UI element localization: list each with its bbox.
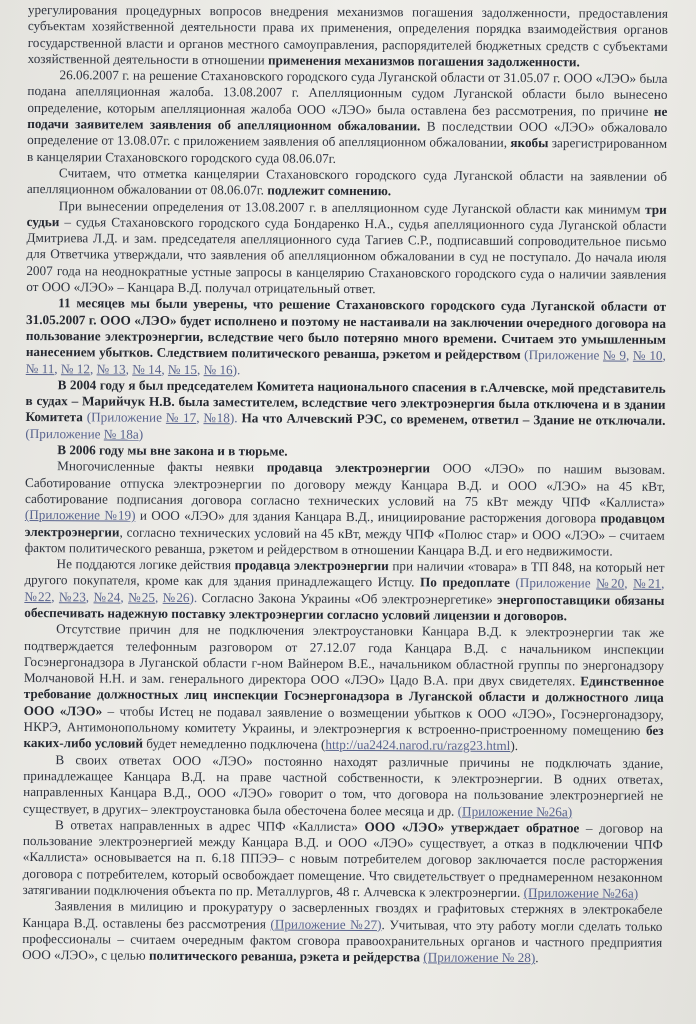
body-text: зарегистрированном в канцелярии Стахановского городского суда 08.06.07г. — [27, 135, 668, 166]
body-text: В ответах направленных в адрес ЧПФ «Каллиста» — [54, 817, 365, 834]
document-text — [22, 2, 668, 967]
body-text: – договор на пользование электроэнергией между Канцара В.Д. и ООО «ЛЭО» существует, а отказ в подключении ЧПФ «Каллиста» основывается на п. 6.18 ППЭЭ– с новым потребителем договор заключается после расторжения договора с потребителем, который освобождает помещение. Что свидетельствует о преднамеренном незаконном затягивании подключения объекта по пр. Металлургов, 48 г. Алчевска к электроэнергии. — [22, 820, 663, 901]
paragraph-p1 — [28, 2, 668, 71]
body-text: . — [535, 950, 539, 966]
appendix-link[interactable]: №18 — [203, 410, 230, 426]
bold-text: На что Алчевский РЭС, со временем, ответил – Здание не отключали. — [241, 410, 666, 429]
bold-text: По предоплате — [419, 574, 510, 591]
appendix-link[interactable]: №26 — [162, 589, 190, 605]
paragraph-p5 — [26, 295, 666, 380]
appendix-ref-text: , — [625, 347, 633, 363]
bold-text: 11 месяцев мы были уверены, что решение Стахановского городского суда Луганской области от 31.05.2007 г. ООО «ЛЭО» будет исполнено и поэтому не настаивали на заключении очередного договора на пользование электроэнергии, вследствие чего было потеряно много времени. Считаем это умышленным нанесением убытков. Следствием политического реванша, рэкетом и рейдерством — [25, 295, 667, 363]
paragraph-p10 — [23, 621, 664, 755]
appendix-link[interactable]: №22 — [24, 588, 52, 604]
paragraph-p9 — [24, 556, 664, 625]
appendix-link[interactable]: № 9 — [602, 347, 627, 363]
appendix-link[interactable]: №24 — [93, 589, 121, 605]
appendix-link[interactable]: №25 — [128, 589, 156, 605]
body-text: В последствии ООО «ЛЭО» обжаловало определение от 13.08.07г. с приложением заявления об апелляционном обжаловании, — [27, 118, 668, 151]
paragraph-p13 — [22, 898, 662, 967]
body-text: Не поддаются логике действия — [56, 556, 235, 573]
appendix-ref-text: , — [54, 360, 61, 376]
appendix-link[interactable]: (Приложение № 28) — [423, 949, 536, 966]
bold-text: ООО «ЛЭО» утверждает обратное — [364, 818, 580, 836]
body-text: урегулирования процедурных вопросов внедрения механизмов погашения задолженности, предоставления субъектам хозяйственной деятельности права их применения, определения порядка взаимодействия органов государственной власти и органов местного самоуправления, распорядителей бюджетных средств с субъектами хозяйственной деятельности в отношении — [27, 2, 668, 68]
body-text: , согласно технических условий на 45 кВт, между ЧПФ «Полюс стар» и ООО «ЛЭО» – считаем фактом политического реванша, рэкетом и рейдерством в отношении Канцара В.Д. и его недвижимости. — [24, 524, 665, 559]
bold-text: не подачи заявителем заявления об апелляционном обжаловании. — [27, 103, 668, 134]
appendix-link[interactable]: № 10 — [632, 347, 663, 364]
body-text: В своих ответах ООО «ЛЭО» постоянно находят различные причины не подключать здание, принадлежащее Канцара В.Д. на праве частной собственности, к электроэнергии. В одних ответах, направленных Канцара В.Д., ООО «ЛЭО» говорит о том, что договора на пользование электроэнергией не существует, в других– электроустановка была обесточена более месяца и др. — [23, 751, 664, 819]
body-text: Многочисленные факты неявки — [57, 458, 267, 475]
appendix-ref-text: , — [662, 348, 666, 364]
appendix-ref-text: , — [196, 410, 204, 426]
appendix-link[interactable]: № 13 — [96, 360, 126, 377]
bold-text: подлежит сомнению. — [267, 182, 392, 199]
appendix-ref-text: , — [120, 589, 129, 605]
body-text: – судья Стахановского городского суда Бондаренко Н.А., судья апелляционного суда Луганской области Дмитриева Л.Д. и зам. председателя апелляционного суда Тагиев С.Р., подписавший сопроводительное письмо для Ответчика утверждали, что заявления об апелляционном обжаловании в суд не поступало. До начала июля 2007 года на неоднократные устные запросы в канцелярию Стахановского городского суда о наличии заявления от ООО «ЛЭО» – Канцара В.Д. получал отрицательный ответ. — [26, 214, 667, 297]
appendix-link[interactable]: № 17 — [165, 410, 197, 426]
appendix-link[interactable]: (Приложение №26а) — [457, 803, 573, 819]
appendix-link[interactable]: №23 — [58, 588, 86, 605]
appendix-link[interactable]: № 16 — [203, 361, 233, 377]
appendix-ref-text: , — [154, 589, 163, 605]
body-text: При вынесении определения от 13.08.2007 г. в апелляционном суде Луганской области как минимум — [58, 197, 646, 217]
appendix-link[interactable]: № 12 — [60, 360, 91, 376]
appendix-link[interactable]: (Приложение №19) — [24, 507, 136, 523]
appendix-ref-text: , — [89, 360, 97, 376]
bold-text: якобы — [510, 135, 549, 151]
appendix-ref-text: , — [51, 588, 59, 604]
body-text: 26.06.2007 г. на решение Стахановского городского суда Луганской области от 31.05.07 г. ООО «ЛЭО» была подана апелляционная жалоба. 13.08.2007 г. Апелляционным судом Луганской области было вынесено определение, которым апелляционная жалоба ООО «ЛЭО» была оставлена без рассмотрения, по причине — [27, 67, 668, 119]
paragraph-p4 — [26, 198, 667, 300]
bold-text: продавца электроэнергии — [234, 557, 389, 574]
appendix-ref-text: ) — [138, 426, 144, 442]
appendix-link[interactable]: (Приложение №26а) — [523, 885, 639, 901]
bold-text: В 2004 году я был председателем Комитета национального спасения в г.Алчевске, мой представитель в судах – Марийчук Н.В. была заместителем, вследствие чего электроэнергия была отключена и в здании Комитета — [25, 377, 666, 425]
appendix-ref-text: ). — [189, 589, 202, 605]
bold-text: без каких-либо условий — [23, 722, 664, 752]
paragraph-p8 — [25, 458, 666, 560]
body-text: ООО «ЛЭО» по нашим вызовам. Саботирование отпуска электроэнергии по договору между Канцара В.Д. и ООО «ЛЭО» на 45 кВт, саботирование подписания договора согласно технических условий на 75 кВт между ЧПФ «Каллиста» — [24, 460, 666, 510]
appendix-ref-text: (Приложение — [82, 409, 166, 426]
appendix-link[interactable]: № 14 — [132, 361, 162, 377]
appendix-link[interactable]: http://ua2424.narod.ru/razg23.html — [325, 737, 511, 754]
appendix-ref-text: , — [624, 576, 634, 592]
bold-text: продавца электроэнергии — [266, 459, 431, 476]
paragraph-p2 — [27, 67, 668, 169]
paragraph-p11 — [23, 752, 663, 821]
appendix-ref-text: (Приложение — [509, 575, 597, 591]
appendix-ref-text: (Приложение — [520, 347, 604, 363]
appendix-ref-text: ). — [232, 361, 241, 377]
body-text: при наличии «товара» в ТП 848, на который нет другого покупателя, кроме как для здания принадлежащего Истцу. — [24, 558, 665, 590]
body-text: ). — [510, 738, 519, 754]
bold-text: энергопоставщики обязаны обеспечивать надежную поставку электроэнергии согласно условий лицензии и договоров. — [24, 591, 665, 624]
paragraph-p3 — [27, 165, 667, 202]
appendix-ref-text: , — [196, 361, 204, 377]
paragraph-p12 — [23, 817, 663, 902]
body-text: Согласно Закона Украины «Об электроэнергетике» — [201, 589, 498, 607]
bold-text: три судьи — [26, 201, 667, 230]
bold-text: Единственное требование должностных лиц инспекции Госэнергонадзора в Луганской области и должностного лица ООО «ЛЭО» — [23, 673, 664, 719]
bold-text: применения механизмов погашения задолженности. — [267, 52, 580, 70]
body-text: будет немедленно подключена ( — [142, 736, 326, 753]
bold-text: продавцом электроэнергии — [24, 510, 665, 540]
appendix-ref-text: , — [125, 361, 133, 377]
body-text: Считаем, что отметка канцелярии Стахановского городского суда Луганской области на заявлении об апелляционном обжаловании от 08.06.07г. — [26, 165, 667, 198]
paragraph-p6 — [25, 377, 665, 446]
body-text: Отсутствие причин для не подключения электроустановки Канцара В.Д. к электроэнергии так же подтверждается телефонным разговором от 27.12.07 года Канцара В.Д. с начальником инспекции Госэнергонадзора в Луганской области г-ном Вайнером В.Е., начальником областной группы по энергонадзору Молчановой Н.Н. и зам. генерального директора ООО «ЛЭО» Цадо В.А. при двух свидетелях. — [23, 621, 665, 689]
appendix-link[interactable]: № 15 — [167, 361, 198, 377]
bold-text: В 2006 году мы вне закона и в тюрьме. — [57, 442, 288, 459]
appendix-link[interactable]: (Приложение №27) — [270, 916, 382, 932]
appendix-ref-text: (Приложение — [25, 425, 104, 442]
body-text: . Учитывая, что эту работу могли сделать только профессионалы – считаем очередным фактом сговора правоохранительных органов и частного предприятия ООО «ЛЭО», с целью — [22, 916, 663, 963]
body-text: – чтобы Истец не подавал заявление о возмещении убытков к ООО «ЛЭО», Госэнергонадзору, НКРЭ, Антимонопольному комитету Украины, и электроэнергия к встроенно-пристроенному помещению — [23, 703, 664, 738]
appendix-link[interactable]: №21 — [633, 576, 662, 592]
appendix-ref-text: ). — [229, 410, 242, 426]
appendix-ref-text: , — [85, 589, 94, 605]
appendix-link[interactable]: № 18а — [103, 426, 139, 442]
bold-text: политического реванша, рэкета и рейдерства — [148, 947, 421, 965]
body-text: Заявления в милицию и прокуратуру о засверленных гвоздях и графитовых стержнях в электрокабеле Канцара В.Д. оставлены без рассмотрения — [22, 898, 663, 932]
body-text: и ООО «ЛЭО» для здания Канцара В.Д., инициирование расторжения договора — [135, 507, 601, 526]
appendix-link[interactable]: №20 — [596, 575, 625, 592]
appendix-link[interactable]: № 11 — [25, 360, 55, 376]
appendix-ref-text: , — [161, 361, 168, 377]
appendix-ref-text: , — [661, 576, 665, 592]
